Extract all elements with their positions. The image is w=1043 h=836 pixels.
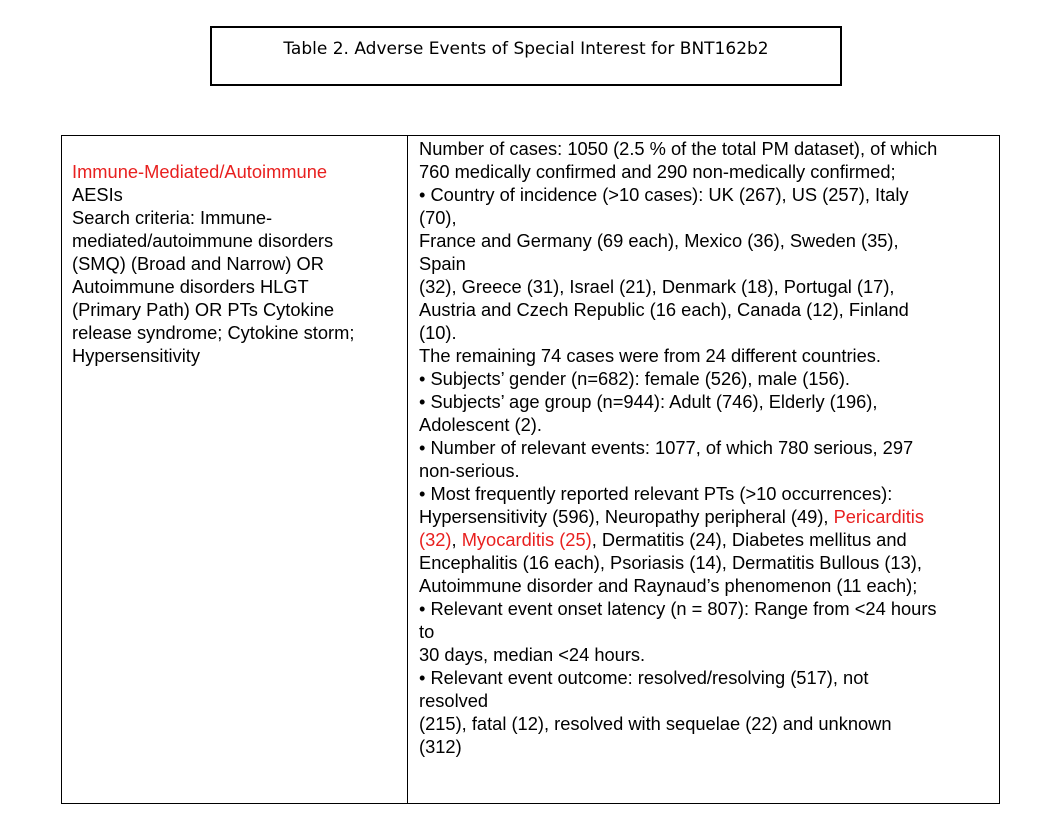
left-line: Hypersensitivity xyxy=(72,345,201,366)
aesi-details-cell xyxy=(408,136,1000,804)
details-line: (215), fatal (12), resolved with sequelae (22) and unknown xyxy=(419,713,892,734)
details-line-pts-2 xyxy=(419,528,991,551)
table-title: Table 2. Adverse Events of Special Interest for BNT162b2 xyxy=(283,39,769,59)
table-title-box xyxy=(210,26,842,86)
details-line: Encephalitis (16 each), Psoriasis (14), Dermatitis Bullous (13), xyxy=(419,552,922,573)
details-line: (10). xyxy=(419,322,457,343)
details-line: 30 days, median <24 hours. xyxy=(419,644,646,665)
details-line: (32), Greece (31), Israel (21), Denmark (18), Portugal (17), xyxy=(419,276,895,297)
details-line: • Subjects’ age group (n=944): Adult (746), Elderly (196), xyxy=(419,391,878,412)
details-line: Austria and Czech Republic (16 each), Canada (12), Finland xyxy=(419,299,909,320)
details-line: resolved xyxy=(419,690,489,711)
left-line: release syndrome; Cytokine storm; xyxy=(72,322,355,343)
details-line: Number of cases: 1050 (2.5 % of the total PM dataset), of which xyxy=(419,138,938,159)
details-line: • Subjects’ gender (n=682): female (526), male (156). xyxy=(419,368,850,389)
details-line: (70), xyxy=(419,207,457,228)
details-line: The remaining 74 cases were from 24 different countries. xyxy=(419,345,882,366)
pericarditis-highlight: Pericarditis xyxy=(833,506,924,527)
left-line: Search criteria: Immune- xyxy=(72,207,273,228)
details-line: 760 medically confirmed and 290 non-medically confirmed; xyxy=(419,161,896,182)
aesi-category-cell xyxy=(62,136,408,804)
details-line: • Relevant event outcome: resolved/resolving (517), not xyxy=(419,667,869,688)
myocarditis-highlight: Myocarditis (25) xyxy=(461,529,592,550)
details-line: Autoimmune disorder and Raynaud’s phenomenon (11 each); xyxy=(419,575,918,596)
left-line: (Primary Path) OR PTs Cytokine xyxy=(72,299,335,320)
pts-text: Hypersensitivity (596), Neuropathy peripheral (49), xyxy=(419,506,834,527)
pts-text: , xyxy=(451,529,462,550)
details-line: • Country of incidence (>10 cases): UK (267), US (257), Italy xyxy=(419,184,909,205)
details-line-pts-1 xyxy=(419,505,991,528)
details-line: Spain xyxy=(419,253,466,274)
details-line: • Most frequently reported relevant PTs (>10 occurrences): xyxy=(419,483,893,504)
left-line: mediated/autoimmune disorders xyxy=(72,230,334,251)
table-row xyxy=(62,136,1000,804)
details-line: • Relevant event onset latency (n = 807): Range from <24 hours xyxy=(419,598,937,619)
left-line: Autoimmune disorders HLGT xyxy=(72,276,309,297)
pericarditis-count-highlight: (32) xyxy=(419,529,452,550)
pts-text: , Dermatitis (24), Diabetes mellitus and xyxy=(591,529,907,550)
details-line: (312) xyxy=(419,736,462,757)
left-line: AESIs xyxy=(72,184,123,205)
details-line: France and Germany (69 each), Mexico (36), Sweden (35), xyxy=(419,230,899,251)
details-line: to xyxy=(419,621,435,642)
left-line: (SMQ) (Broad and Narrow) OR xyxy=(72,253,324,274)
details-line: non-serious. xyxy=(419,460,520,481)
aesi-table xyxy=(61,135,1000,804)
details-line: • Number of relevant events: 1077, of which 780 serious, 297 xyxy=(419,437,914,458)
aesi-category-heading: Immune-Mediated/Autoimmune xyxy=(72,161,328,182)
details-line: Adolescent (2). xyxy=(419,414,542,435)
